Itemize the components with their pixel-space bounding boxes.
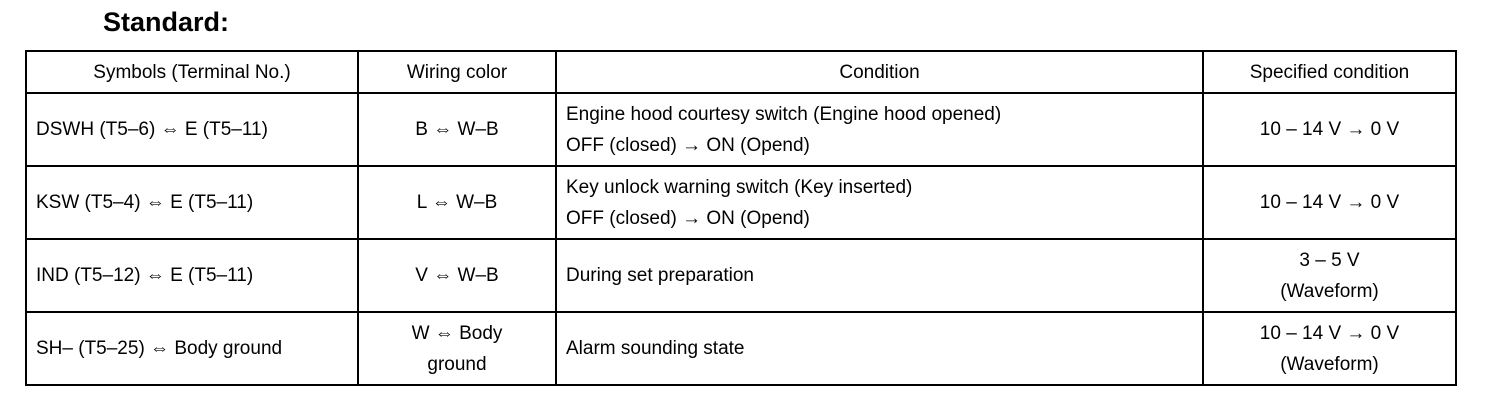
cell-wiring-color <box>358 93 556 166</box>
table-row <box>26 312 1456 385</box>
table-row <box>26 166 1456 239</box>
wiring-line: W ⇔ Body <box>411 322 503 344</box>
condition-line: OFF (closed) → ON (Opend) <box>566 207 810 229</box>
cell-specified-condition <box>1203 312 1456 385</box>
header-specified-condition: Specified condition <box>1203 51 1456 93</box>
wiring-line: V ⇔ W–B <box>415 265 499 286</box>
table-row <box>26 239 1456 312</box>
specified-line: 10 – 14 V → 0 V <box>1259 322 1400 344</box>
specified-line: 10 – 14 V → 0 V <box>1259 192 1400 213</box>
condition-line: During set preparation <box>566 265 754 286</box>
standard-spec-table <box>25 50 1457 386</box>
specified-line: (Waveform) <box>1280 353 1379 375</box>
page-heading: Standard: <box>103 7 230 37</box>
cell-symbols: IND (T5–12) ⇔ E (T5–11) <box>26 239 358 312</box>
cell-condition <box>556 166 1203 239</box>
table-row <box>26 93 1456 166</box>
table-header-row <box>26 51 1456 93</box>
specified-line: 10 – 14 V → 0 V <box>1259 119 1400 140</box>
condition-line: Alarm sounding state <box>566 338 745 359</box>
wiring-line: L ⇔ W–B <box>416 192 498 213</box>
condition-line: OFF (closed) → ON (Opend) <box>566 134 810 156</box>
specified-line: 3 – 5 V <box>1299 249 1360 271</box>
header-wiring-color: Wiring color <box>358 51 556 93</box>
cell-specified-condition <box>1203 239 1456 312</box>
cell-condition <box>556 93 1203 166</box>
header-symbols: Symbols (Terminal No.) <box>26 51 358 93</box>
wiring-line: ground <box>427 353 487 375</box>
cell-symbols: DSWH (T5–6) ⇔ E (T5–11) <box>26 93 358 166</box>
header-condition: Condition <box>556 51 1203 93</box>
condition-line: Engine hood courtesy switch (Engine hood opened) <box>566 103 1002 125</box>
cell-wiring-color <box>358 312 556 385</box>
condition-line: Key unlock warning switch (Key inserted) <box>566 176 913 198</box>
specified-line: (Waveform) <box>1280 280 1379 302</box>
cell-wiring-color <box>358 239 556 312</box>
cell-specified-condition <box>1203 166 1456 239</box>
cell-condition <box>556 312 1203 385</box>
wiring-line: B ⇔ W–B <box>415 119 499 140</box>
cell-symbols: KSW (T5–4) ⇔ E (T5–11) <box>26 166 358 239</box>
cell-wiring-color <box>358 166 556 239</box>
cell-condition <box>556 239 1203 312</box>
cell-symbols: SH– (T5–25) ⇔ Body ground <box>26 312 358 385</box>
cell-specified-condition <box>1203 93 1456 166</box>
